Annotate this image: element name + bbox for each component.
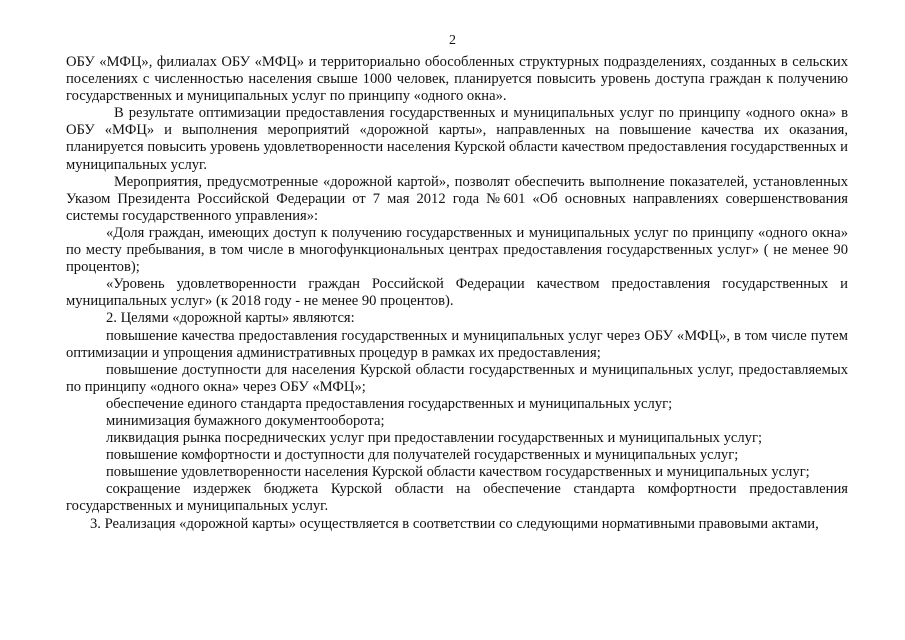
list-item-goal-comfort: повышение комфортности и доступности для получателей государственных и муниципальных услуг; — [106, 447, 739, 464]
paragraph-goals-heading: 2. Целями «дорожной карты» являются: — [106, 310, 355, 327]
list-item-goal-single-standard: обеспечение единого стандарта предоставления государственных и муниципальных услуг; — [106, 395, 673, 412]
paragraph-optimization-result: В результате оптимизации предоставления государственных и муниципальных услуг по принципу «одного окна» в ОБУ «МФЦ» и выполнения мероприятий «дорожной карты», направленных на повышение качества их оказания, планируется повысить уровень удовлетворенности населения Курской области качеством предоставления государственных и муниципальных услуг. — [66, 105, 848, 173]
paragraph-roadmap-measures: Мероприятия, предусмотренные «дорожной картой», позволят обеспечить выполнение показателей, установленных Указом Президента Российской Федерации от 7 мая 2012 года №601 «Об основных направлениях совершенствования системы государственного управления»: — [66, 173, 848, 224]
paragraph-implementation: 3. Реализация «дорожной карты» осуществляется в соответствии со следующими нормативными правовыми актами, — [90, 515, 819, 532]
document-body — [66, 54, 848, 533]
list-item-goal-accessibility: повышение доступности для населения Курской области государственных и муниципальных услуг, предоставляемых по принципу «одного окна» через ОБУ «МФЦ»; — [66, 361, 848, 395]
paragraph-continuation: ОБУ «МФЦ», филиалах ОБУ «МФЦ» и территориально обособленных структурных подразделениях, созданных в сельских поселениях с численностью населения свыше 1000 человек, планируется повысить уровень доступа граждан к получению государственных и муниципальных услуг по принципу «одного окна». — [66, 54, 848, 105]
list-item-goal-paperless: минимизация бумажного документооборота; — [106, 412, 385, 429]
list-item-goal-quality: повышение качества предоставления государственных и муниципальных услуг через ОБУ «МФЦ», в том числе путем оптимизации и упрощения административных процедур в рамках их предоставления; — [66, 327, 848, 361]
list-item-goal-intermediaries: ликвидация рынка посреднических услуг при предоставлении государственных и муниципальных услуг; — [106, 430, 763, 447]
list-item-goal-cost-reduction: сокращение издержек бюджета Курской области на обеспечение стандарта комфортности предоставления государственных и муниципальных услуг. — [66, 481, 848, 515]
page-number: 2 — [449, 33, 456, 48]
paragraph-indicator-access-share: «Доля граждан, имеющих доступ к получению государственных и муниципальных услуг по принципу «одного окна» по месту пребывания, в том числе в многофункциональных центрах предоставления государственных услуг» ( не менее 90 процентов); — [66, 224, 848, 276]
paragraph-indicator-satisfaction: «Уровень удовлетворенности граждан Российской Федерации качеством предоставления государственных и муниципальных услуг» (к 2018 году - не менее 90 процентов). — [66, 276, 848, 310]
list-item-goal-satisfaction: повышение удовлетворенности населения Курской области качеством государственных и муниципальных услуг; — [106, 464, 810, 481]
